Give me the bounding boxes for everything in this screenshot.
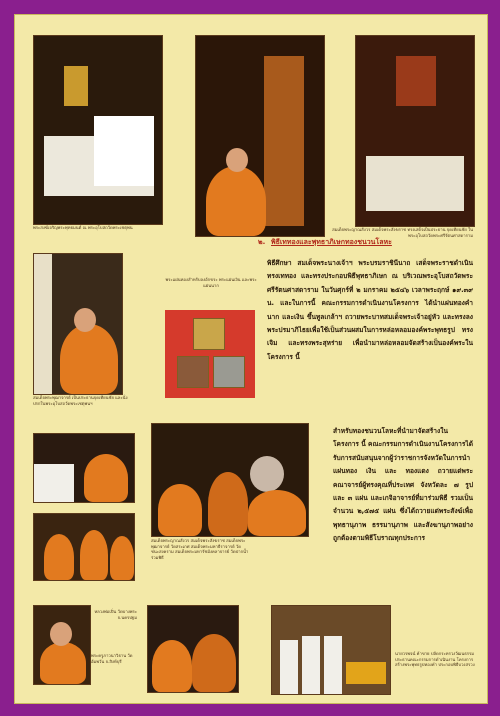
photo-monks-ritual (151, 423, 309, 537)
section-number: ๒. (258, 238, 266, 246)
photo-monk-lighting (33, 253, 123, 395)
photo-temple-interior (33, 35, 163, 225)
magazine-page (14, 14, 488, 704)
paragraph-1: พิธีศึกษา สมเด็จพระนางเจ้าฯ พระบรมราชินีนาถ เสด็จพระราชดำเนินทรงเททอง และทรงประกอบพิธีพุทธาภิเษก ณ บริเวณพระอุโบสถวัดพระศรีรัตนศาสดาราม ในวันศุกร์ที่ ๒ มกราคม ๒๕๔๖ เวลาพระฤกษ์ ๑๙.๓๙ น. และในการนี้ คณะกรรมการดำเนินงานโครงการ ได้นำแผ่นทองคำ นาก และเงิน ขึ้นทูลเกล้าฯ ถวายพระบาทสมเด็จพระเจ้าอยู่หัว และทรงลงพระปรมาภิไธยเพื่อใช้เป็นส่วนผสมในการหล่อหลอมองค์พระพุทธรูป ทรงเจิม และทรงพระสุหร่าย เพื่อนำมาหล่อหลอมจัดสร้างเป็นองค์พระในโครงการ นี้ (267, 259, 473, 361)
caption-photo4: สมเด็จพระพุฒาจารย์ เป็นประธานจุดเทียนชัย และนั่งปรกในพระอุโบสถวัดพระเชตุพนฯ (33, 395, 128, 406)
caption-photo9: พระครูภาวนาวิธาน วัดอัมพวัน จ.สิงห์บุรี (91, 653, 133, 664)
caption-plates: พระแผ่นทองสำหรับลงอักขระ พระแผ่นเงิน และพระแผ่นนาก (165, 277, 257, 288)
metal-plates-card (165, 310, 255, 398)
photo-monks-group (33, 513, 135, 581)
silver-plate (213, 356, 245, 388)
photo-monk-candle (195, 35, 325, 237)
photo-monks-chanting (147, 605, 239, 693)
section-title: พิธีเททองและพุทธาภิเษกทองชนวนโลหะ (271, 238, 392, 246)
paragraph-2: สำหรับทองชนวนโลหะที่นำมาจัดสร้างในโครงการ นี้ คณะกรรมการดำเนินงานโครงการได้รับการสนับสนุนจากผู้ว่าราชการจังหวัดในการนำแผ่นทอง เงิน และ ทองแดง ถวายแด่พระคณาจารย์ผู้ทรงคุณที่ประเทศ จังหวัดละ ๗ รูป และ ๓ แผ่น และเกจิอาจารย์ที่มาร่วมพิธี รวมเป็นจำนวน ๒,๕๗๕ แผ่น ซึ่งได้ถวายแด่พระสังฆ์เพื่อพุทธานุภาพ ธรรมานุภาพ และสังฆานุภาพอย่างถูกต้องตามพิธีโบราณทุกประการ (333, 427, 474, 543)
caption-photo11: นายวรพจน์ ค้าขาย ปลัดกระทรวงวัฒนธรรม ประธานคณะกรรมการดำเนินงาน โครงการสร้างพระพุทธรูปทองคำ ประกอบพิธีบวงสรวง (395, 651, 475, 668)
photo-ceremony-hall (355, 35, 475, 227)
gold-plate (193, 318, 225, 350)
caption-photo3: สมเด็จพระญาณสังวร สมเด็จพระสังฆราช ทรงเสด็จเป็นประธาน จุดเทียนชัย ในพระอุโบสถวัดพระศรีรัตนศาสดาราม (332, 227, 473, 238)
caption-photo7: สมเด็จพระญาณสังวร สมเด็จพระสังฆราช สมเด็จพระพุฒาจารย์ วัดสระเกศ สมเด็จพระมหาธีราจารย์ วัดชนะสงคราม สมเด็จพระมหารัชมังคลาจารย์ วัดปากน้ำ ร่วมพิธี (151, 538, 249, 560)
photo-monk-seated (33, 433, 135, 503)
nak-plate (177, 356, 209, 388)
photo-officials-ceremony (271, 605, 391, 695)
photo-monk-portrait (33, 605, 91, 685)
caption-photo8: หลวงพ่อเปิ่น วัดบางพระ จ.นครปฐม (94, 609, 137, 620)
caption-photo1: พระสงฆ์เจริญพระพุทธมนต์ ณ พระอุโบสถวัดพระเชตุพน (33, 225, 133, 230)
